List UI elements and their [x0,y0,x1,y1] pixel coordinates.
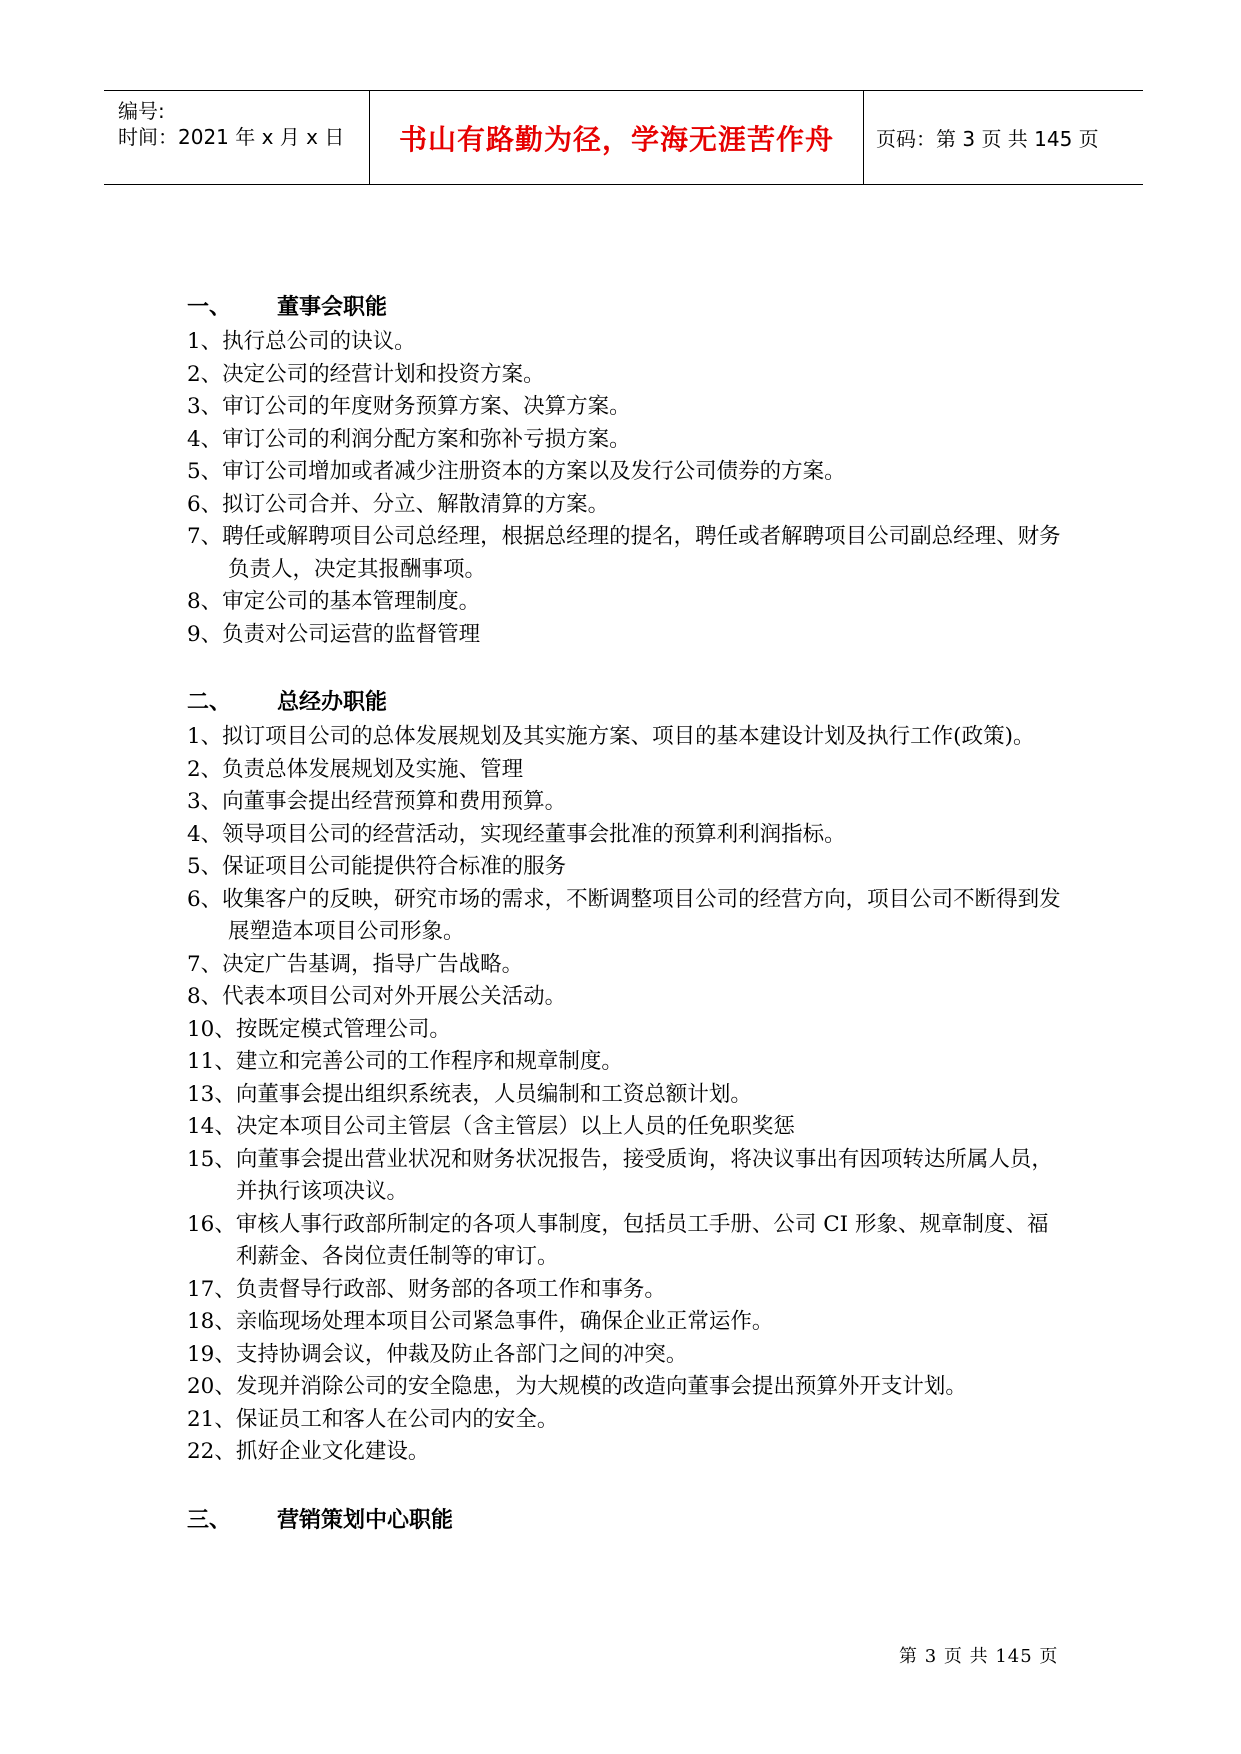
section [187,1503,1067,1539]
section [187,290,1067,651]
section-heading [187,685,1067,721]
list-item: 10、按既定模式管理公司。 [187,1016,451,1042]
section-number: 三、 [187,1507,232,1533]
list-item: 4、审订公司的利润分配方案和弥补亏损方案。 [187,426,631,452]
section [187,685,1067,1469]
list-item: 7、聘任或解聘项目公司总经理，根据总经理的提名，聘任或者解聘项目公司副总经理、财务负责人，决定其报酬事项。 [187,524,1061,582]
document-number-label: 编号: [118,99,165,123]
list-item: 6、拟订公司合并、分立、解散清算的方案。 [187,491,610,517]
list-item: 3、审订公司的年度财务预算方案、决算方案。 [187,394,631,419]
header-motto: 书山有路勤为径，学海无涯苦作舟 [398,122,834,156]
header-motto-cell [370,91,864,184]
list-item: 13、向董事会提出组织系统表，人员编制和工资总额计划。 [187,1081,752,1107]
list-item: 1、执行总公司的诀议。 [187,329,416,354]
list-item: 6、收集客户的反映，研究市场的需求，不断调整项目公司的经营方向，项目公司不断得到发展塑造本项目公司形象。 [187,886,1061,944]
list-item: 1、拟订项目公司的总体发展规划及其实施方案、项目的基本建设计划及执行工作(政策)。 [187,724,1035,749]
list-item: 5、保证项目公司能提供符合标准的服务 [187,854,567,879]
list-item: 19、支持协调会议，仲裁及防止各部门之间的冲突。 [187,1341,688,1367]
page-header [104,90,1143,185]
page-footer: 第 3 页 共 145 页 [899,1646,1059,1667]
list-item: 8、审定公司的基本管理制度。 [187,589,481,614]
section-number: 一、 [187,295,232,320]
list-item: 4、领导项目公司的经营活动，实现经董事会批准的预算利利润指标。 [187,821,846,847]
list-item: 21、保证员工和客人在公司内的安全。 [187,1406,559,1432]
list-item: 14、决定本项目公司主管层（含主管层）以上人员的任免职奖惩 [187,1114,795,1139]
document-time-label: 时间：2021 年 x 月 x 日 [118,125,345,149]
list-item: 17、负责督导行政部、财务部的各项工作和事务。 [187,1276,666,1302]
list-item: 20、发现并消除公司的安全隐患，为大规模的改造向董事会提出预算外开支计划。 [187,1374,967,1399]
header-page-info: 页码：第 3 页 共 145 页 [876,127,1099,151]
section-title: 董事会职能 [277,295,388,320]
header-left-cell [104,91,370,184]
list-item: 2、决定公司的经营计划和投资方案。 [187,361,545,387]
section-title: 营销策划中心职能 [277,1507,454,1533]
list-item: 8、代表本项目公司对外开展公关活动。 [187,984,567,1009]
list-item: 7、决定广告基调，指导广告战略。 [187,951,524,977]
section-heading [187,290,1067,326]
section-heading [187,1503,1067,1539]
list-item: 22、抓好企业文化建设。 [187,1439,430,1464]
section-number: 二、 [187,690,232,715]
list-item: 15、向董事会提出营业状况和财务状况报告，接受质询，将决议事出有因项转达所属人员，并执行该项决议。 [187,1146,1053,1204]
list-item: 9、负责对公司运营的监督管理 [187,621,481,647]
header-page-info-cell [864,91,1143,184]
list-item: 2、负责总体发展规划及实施、管理 [187,756,524,782]
list-item: 3、向董事会提出经营预算和费用预算。 [187,789,567,814]
list-item: 5、审订公司增加或者减少注册资本的方案以及发行公司债券的方案。 [187,459,846,484]
list-item: 11、建立和完善公司的工作程序和规章制度。 [187,1049,623,1074]
section-title: 总经办职能 [277,690,388,715]
list-item: 18、亲临现场处理本项目公司紧急事件，确保企业正常运作。 [187,1309,774,1334]
document-body [187,290,1067,1573]
list-item: 16、审核人事行政部所制定的各项人事制度，包括员工手册、公司 CI 形象、规章制度、福利薪金、各岗位责任制等的审订。 [187,1211,1049,1269]
